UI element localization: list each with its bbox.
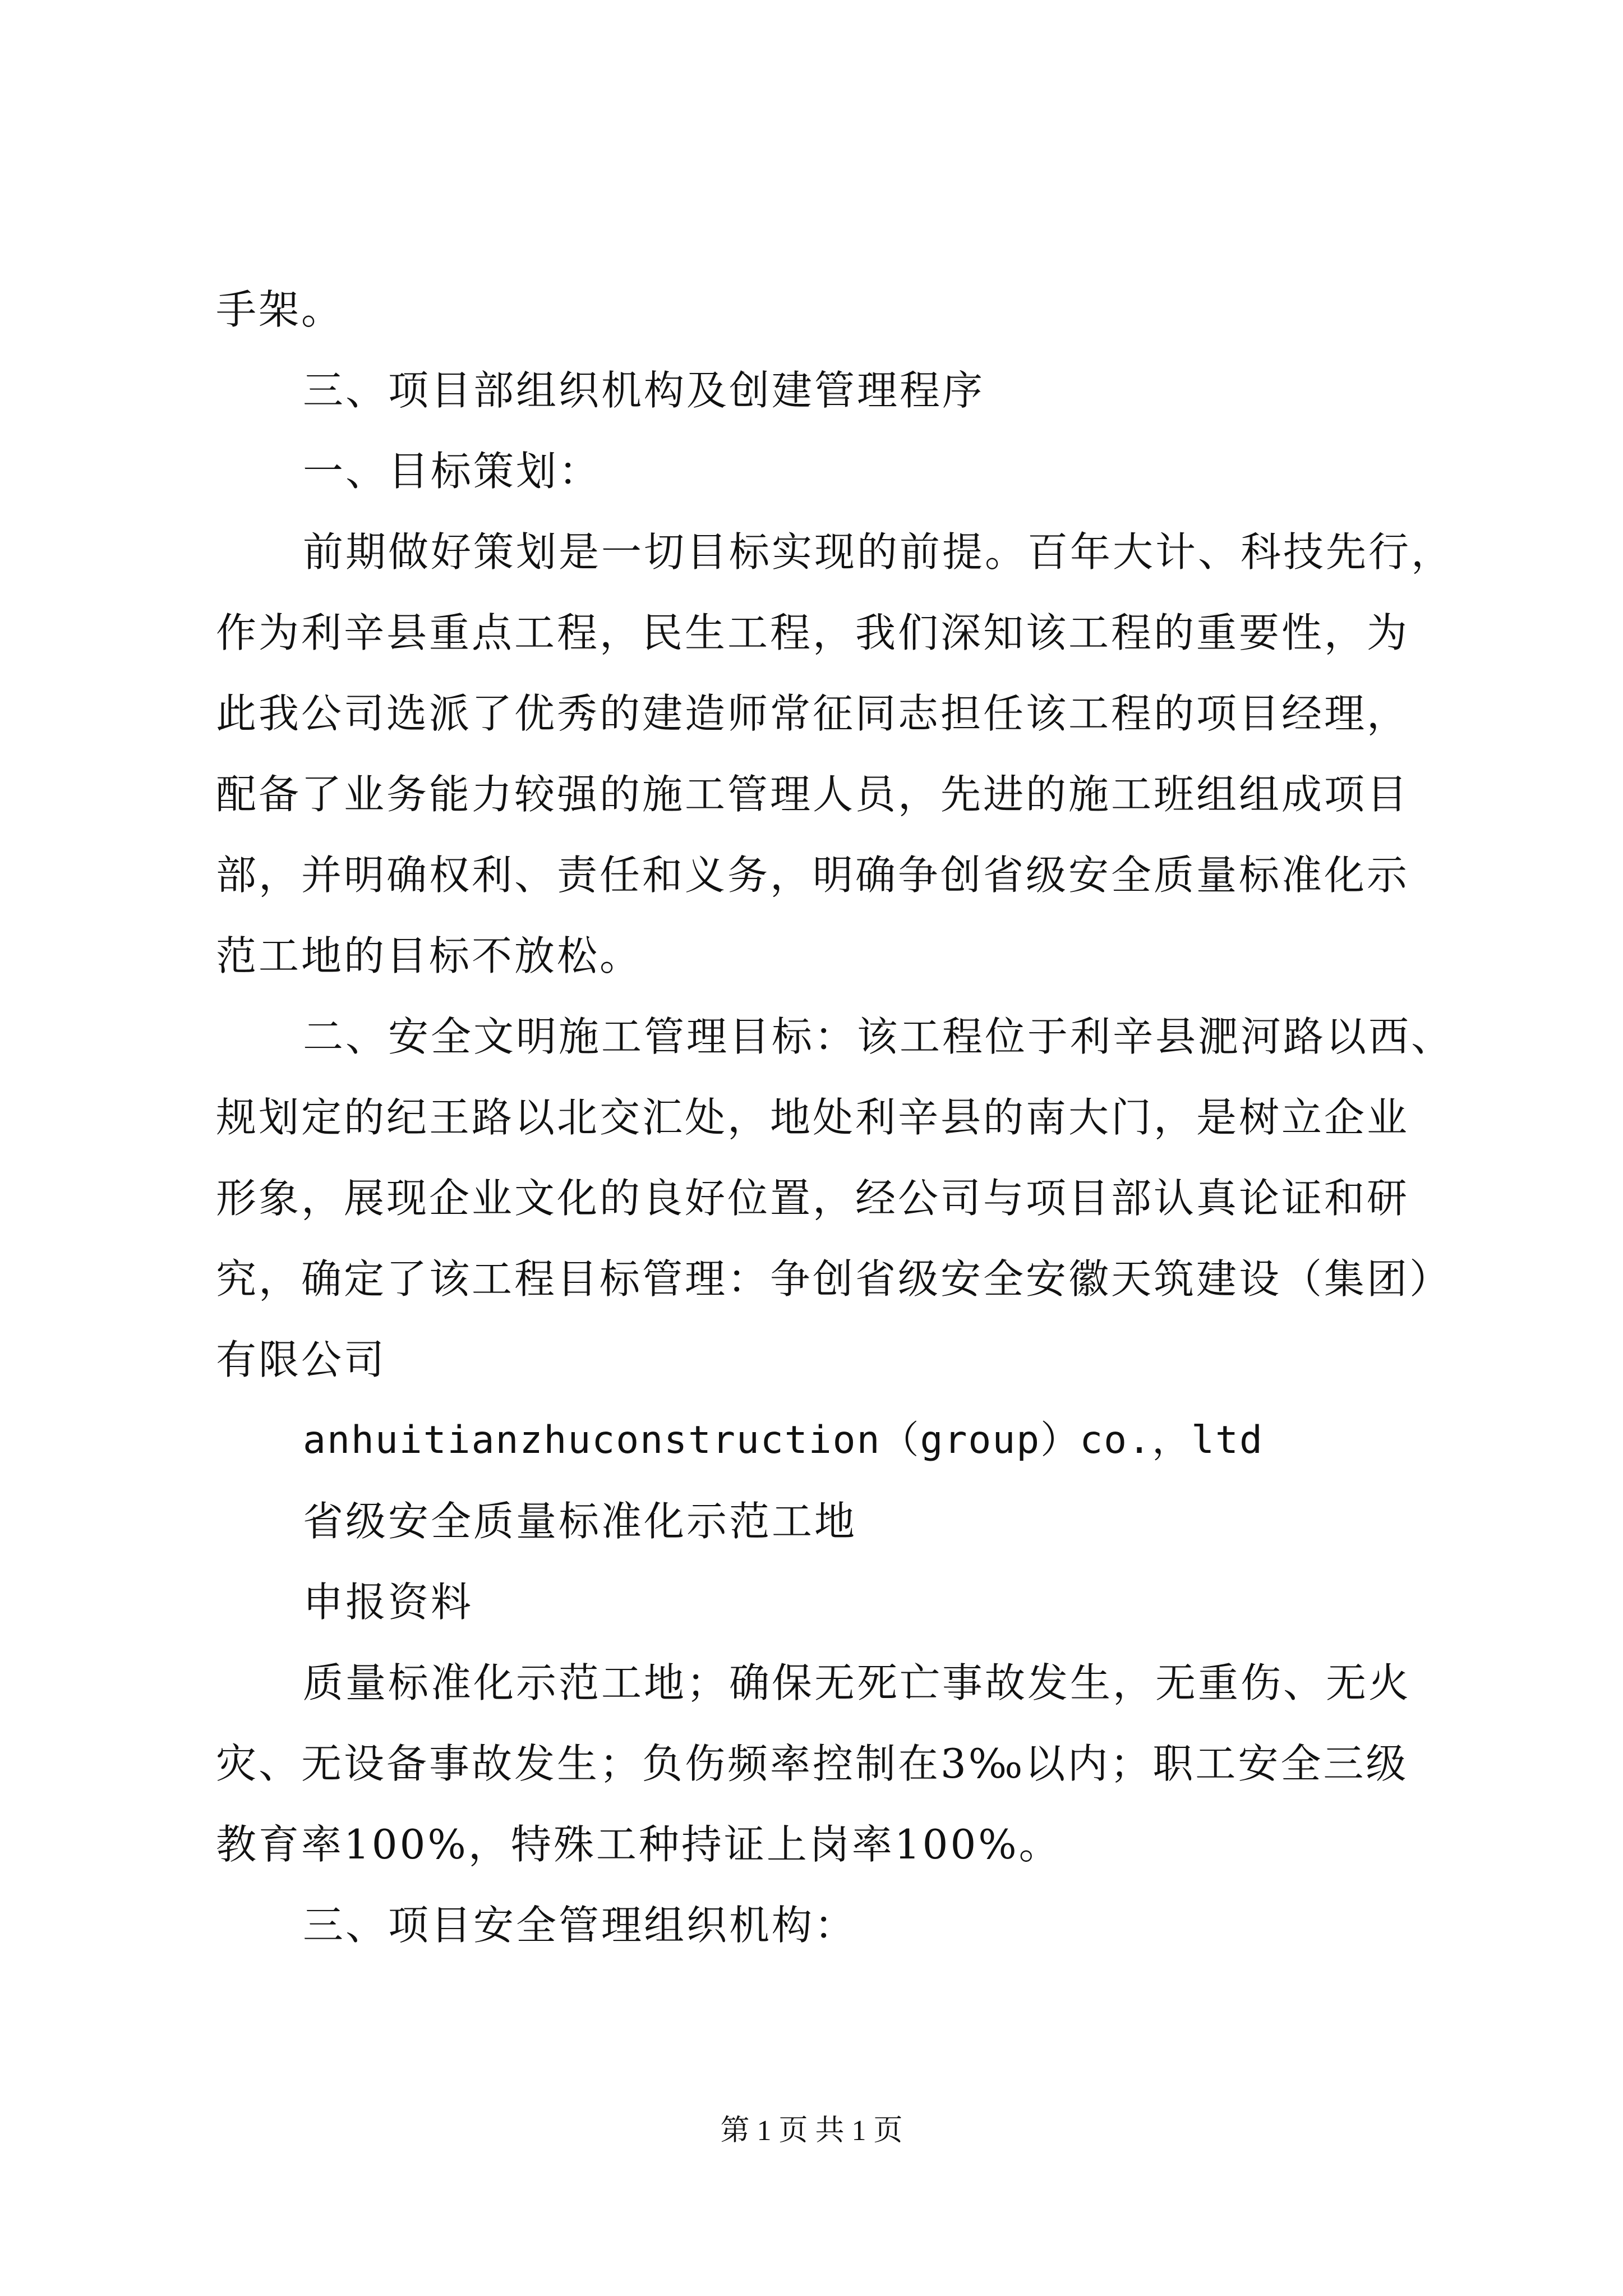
paragraph-line: 质量标准化示范工地；确保无死亡事故发生，无重伤、无火 xyxy=(303,1659,1412,1706)
body-text xyxy=(216,269,1454,1966)
paragraph-line: 部，并明确权利、责任和义务，明确争创省级安全质量标准化示 xyxy=(216,852,1410,899)
paragraph-line: 范工地的目标不放松。 xyxy=(216,932,643,979)
company-english-name: anhuitianzhuconstruction（group）co.，ltd xyxy=(303,1418,1264,1462)
subsection-heading: 一、目标策划： xyxy=(303,448,602,495)
paragraph-line: 究，确定了该工程目标管理：争创省级安全安徽天筑建设（集团） xyxy=(216,1255,1453,1303)
section-heading: 三、项目部组织机构及创建管理程序 xyxy=(303,367,985,414)
paragraph-line: 此我公司选派了优秀的建造师常征同志担任该工程的项目经理， xyxy=(216,690,1410,737)
paragraph-line: 形象，展现企业文化的良好位置，经公司与项目部认真论证和研 xyxy=(216,1175,1410,1222)
text-line-continuation: 手架。 xyxy=(216,286,344,333)
paragraph-line: 作为利辛县重点工程，民生工程，我们深知该工程的重要性，为 xyxy=(216,609,1410,656)
paragraph-line: 规划定的纪王路以北交汇处，地处利辛县的南大门，是树立企业 xyxy=(216,1094,1410,1141)
paragraph-line: 省级安全质量标准化示范工地 xyxy=(303,1498,857,1545)
paragraph-line: 二、安全文明施工管理目标：该工程位于利辛县淝河路以西、 xyxy=(303,1013,1454,1060)
paragraph-line: 有限公司 xyxy=(216,1336,387,1383)
paragraph-line: 前期做好策划是一切目标实现的前提。百年大计、科技先行， xyxy=(303,528,1454,576)
paragraph-line: 教育率100%，特殊工种持证上岗率100%。 xyxy=(216,1821,1062,1868)
paragraph-line: 申报资料 xyxy=(303,1579,474,1626)
paragraph-line: 灾、无设备事故发生；负伤频率控制在3‰以内；职工安全三级 xyxy=(216,1740,1409,1787)
paragraph-line: 配备了业务能力较强的施工管理人员，先进的施工班组组成项目 xyxy=(216,771,1410,818)
page-footer: 第 1 页 共 1 页 xyxy=(720,2115,903,2147)
section-heading: 三、项目安全管理组织机构： xyxy=(303,1902,857,1949)
